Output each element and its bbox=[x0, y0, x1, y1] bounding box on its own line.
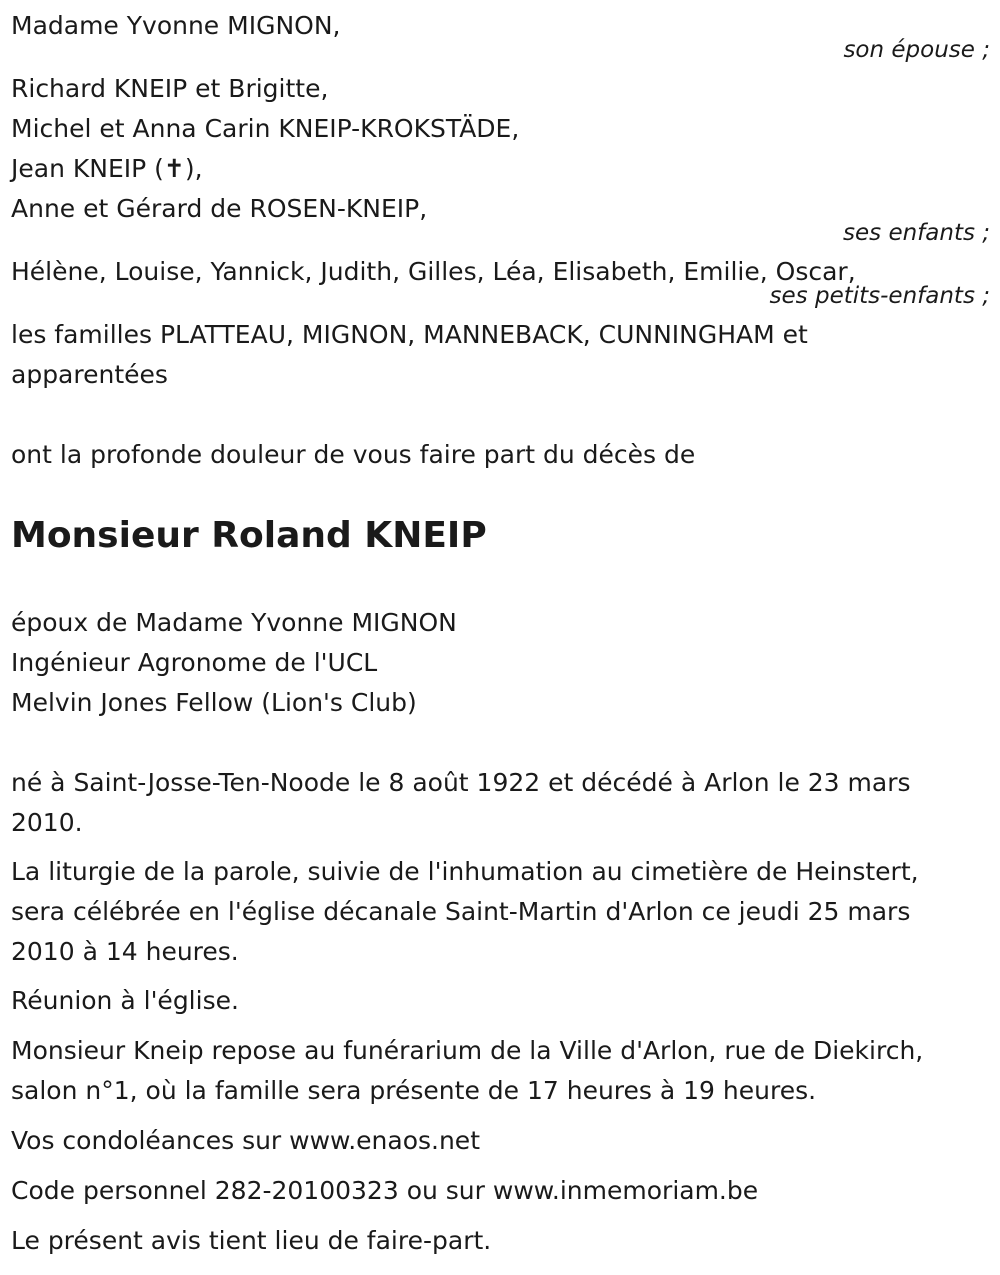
reunion-text: Réunion à l'église. bbox=[11, 986, 239, 1015]
children-role: ses enfants ; bbox=[843, 220, 990, 246]
families-line: apparentées bbox=[11, 360, 168, 389]
child-line: Anne et Gérard de ROSEN-KNEIP, bbox=[11, 194, 428, 223]
ceremony-line: 2010 à 14 heures. bbox=[11, 937, 239, 966]
families-line: les familles PLATTEAU, MIGNON, MANNEBACK, CUNNINGHAM et bbox=[11, 320, 808, 349]
announcement-text: ont la profonde douleur de vous faire part du décès de bbox=[11, 440, 696, 469]
deceased-detail: Ingénieur Agronome de l'UCL bbox=[11, 648, 378, 677]
birth-death-line: né à Saint-Josse-Ten-Noode le 8 août 1922 et décédé à Arlon le 23 mars bbox=[11, 768, 911, 797]
birth-death-line: 2010. bbox=[11, 808, 83, 837]
child-line: Jean KNEIP (✝), bbox=[11, 154, 203, 183]
condolences-text: Vos condoléances sur www.enaos.net bbox=[11, 1126, 480, 1155]
ceremony-line: La liturgie de la parole, suivie de l'inhumation au cimetière de Heinstert, bbox=[11, 857, 919, 886]
code-text: Code personnel 282-20100323 ou sur www.inmemoriam.be bbox=[11, 1176, 759, 1205]
deceased-detail: époux de Madame Yvonne MIGNON bbox=[11, 608, 457, 637]
deceased-detail: Melvin Jones Fellow (Lion's Club) bbox=[11, 688, 417, 717]
grandchildren-role: ses petits-enfants ; bbox=[769, 283, 990, 309]
repose-line: Monsieur Kneip repose au funérarium de la Ville d'Arlon, rue de Diekirch, bbox=[11, 1036, 924, 1065]
deceased-name: Monsieur Roland KNEIP bbox=[11, 515, 487, 556]
notice-text: Le présent avis tient lieu de faire-part. bbox=[11, 1226, 492, 1255]
repose-line: salon n°1, où la famille sera présente de 17 heures à 19 heures. bbox=[11, 1076, 817, 1105]
child-line: Richard KNEIP et Brigitte, bbox=[11, 74, 329, 103]
child-line: Michel et Anna Carin KNEIP-KROKSTÄDE, bbox=[11, 114, 520, 143]
spouse-line: Madame Yvonne MIGNON, bbox=[11, 11, 341, 40]
grandchildren-line: Hélène, Louise, Yannick, Judith, Gilles, Léa, Elisabeth, Emilie, Oscar, bbox=[11, 257, 856, 286]
ceremony-line: sera célébrée en l'église décanale Saint-Martin d'Arlon ce jeudi 25 mars bbox=[11, 897, 911, 926]
spouse-role: son épouse ; bbox=[843, 37, 990, 63]
